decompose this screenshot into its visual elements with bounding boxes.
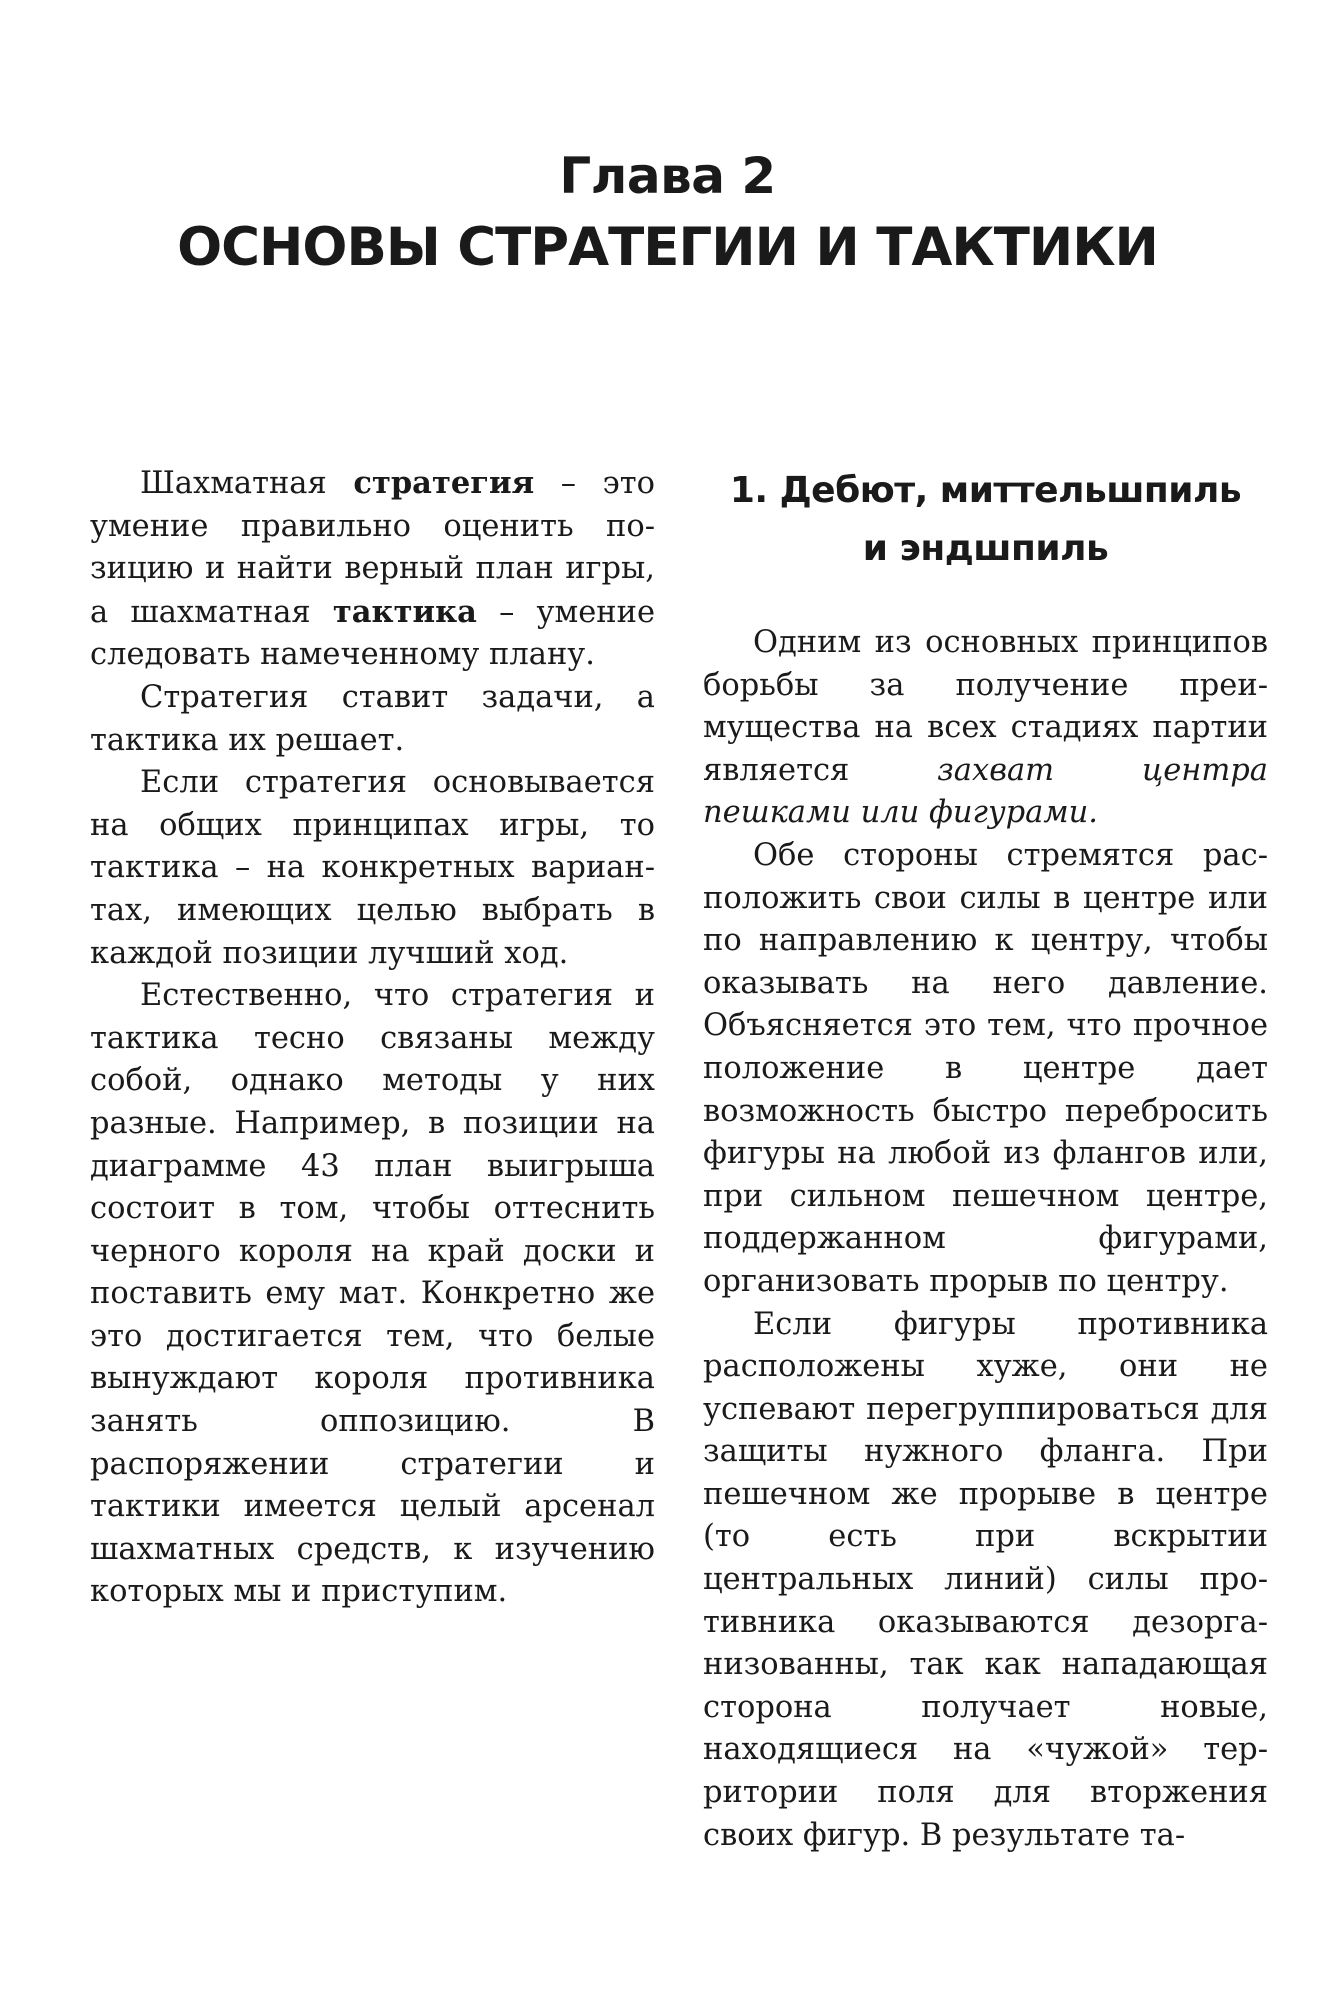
paragraph-center-control	[703, 622, 1268, 835]
chapter-subtitle: ОСНОВЫ СТРАТЕГИИ И ТАКТИКИ	[177, 217, 1158, 278]
paragraph-strategy-definition	[90, 462, 655, 677]
section-heading	[703, 462, 1268, 578]
paragraph: Обе стороны стремятся расположить свои силы в центре или по направлению к центру, чтобы оказывать на него давление. Объясняется это тем, что прочное положение в центре дает возможность быстро перебросить фигуры на любой из флангов или, при сильном пешечном центре, поддержанном фигурами, организовать прорыв по центру.	[703, 837, 1268, 1299]
chapter-title	[0, 140, 1335, 284]
text-fragment: Одним из основных принципов борьбы за получение преимущества на всех стадиях партии является	[703, 625, 1268, 788]
paragraph: Стратегия ставит задачи, а тактика их решает.	[90, 679, 655, 758]
paragraph: Естественно, что стратегия и тактика тесно связаны между собой, однако методы у них разные. Например, в позиции на диаграмме 43 план выигрыша состоит в том, чтобы оттеснить черного короля на край доски и поставить ему мат. Конкретно же это достигается тем, что белые вынуждают короля противника занять оппозицию. В распоряжении стратегии и тактики имеется целый арсенал шахматных средств, к изучению которых мы и приступим.	[90, 978, 655, 1610]
right-column	[703, 462, 1268, 1857]
text-fragment: – умение следовать намеченному плану.	[90, 594, 655, 673]
text-fragment: Шахматная	[140, 466, 354, 501]
emphasis-text: захват центра пешками или фигурами.	[703, 752, 1268, 831]
section-heading-line: 1. Дебют, миттельшпиль	[729, 470, 1242, 511]
term-tactics: тактика	[332, 593, 477, 630]
section-heading-line: и эндшпиль	[862, 528, 1109, 569]
paragraph: Если стратегия основывается на общих принципах игры, то тактика – на конкретных вариантах, имеющих целью выбрать в каждой позиции лучший ход.	[90, 765, 655, 971]
left-column	[90, 462, 655, 1614]
chapter-label: Глава 2	[559, 147, 776, 205]
term-strategy: стратегия	[353, 465, 535, 501]
text-fragment: – это умение правильно оценить позицию и найти верный план игры, а шахматная	[90, 466, 655, 630]
paragraph: Если фигуры противника расположены хуже, они не успевают перегруппироваться для защиты нужного фланга. При пешечном же прорыве в центре (то есть при вскрытии центральных линий) силы противника оказываются дезорганизованны, так как нападающая сторона получает новые, находящиеся на «чужой» территории поля для вторжения своих фигур. В результате та-	[703, 1306, 1268, 1853]
